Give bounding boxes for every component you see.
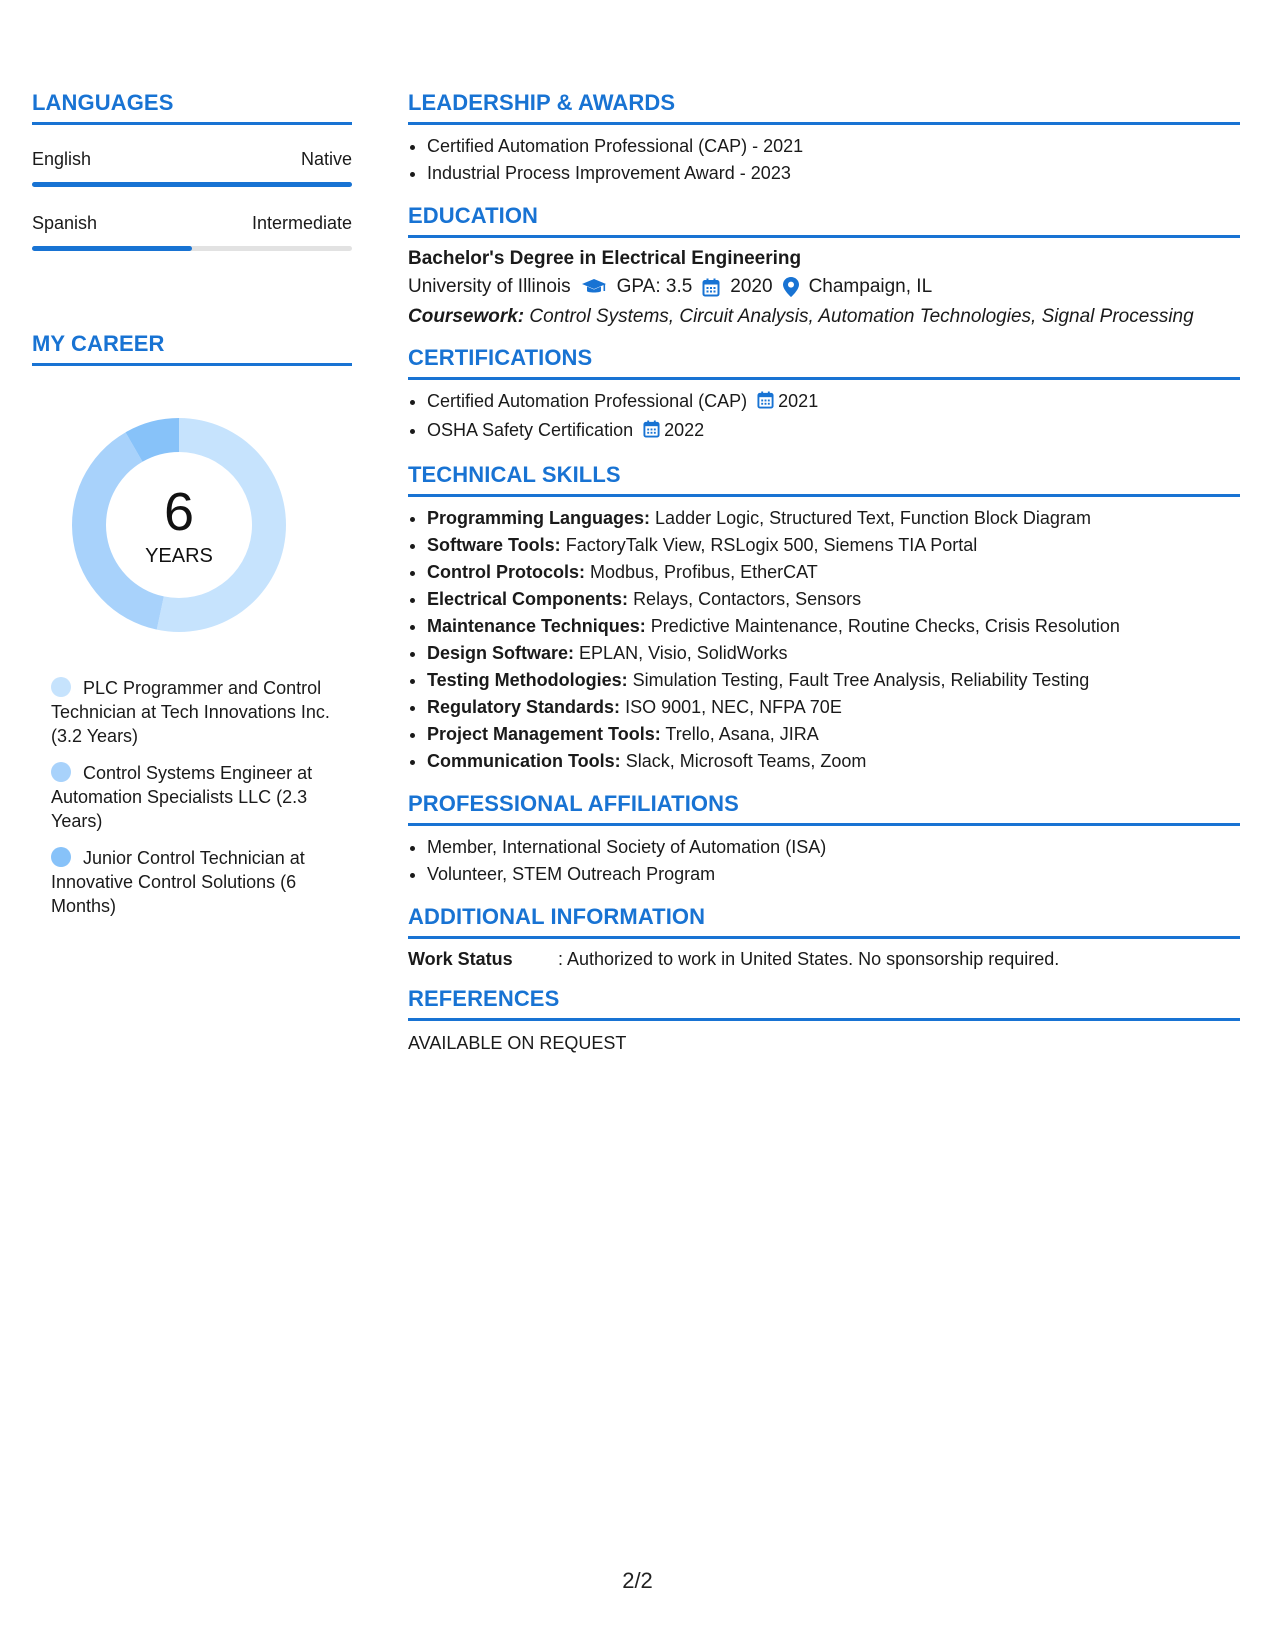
coursework-label: Coursework: [408, 306, 525, 327]
language-item [32, 149, 352, 187]
education-year: 2020 [730, 276, 773, 297]
skills-list [408, 505, 1240, 775]
skill-item [427, 613, 1240, 640]
career-section [32, 331, 352, 918]
certification-item [427, 388, 1240, 417]
graduation-cap-icon [581, 278, 607, 296]
language-name: Spanish [32, 213, 98, 233]
career-legend-item [51, 846, 341, 918]
legend-dot [51, 847, 71, 867]
skill-label: Testing Methodologies: [427, 670, 628, 690]
skill-label: Maintenance Techniques: [427, 616, 646, 636]
skill-value: Ladder Logic, Structured Text, Function Block Diagram [655, 508, 1091, 528]
skill-label: Regulatory Standards: [427, 697, 621, 717]
certification-item [427, 417, 1240, 446]
leadership-list [408, 133, 1240, 187]
certifications-section [408, 345, 1240, 446]
calendar-icon [643, 419, 660, 446]
skill-value: Predictive Maintenance, Routine Checks, Crisis Resolution [650, 616, 1120, 636]
section-title-references: REFERENCES [408, 986, 1240, 1021]
languages-section [32, 90, 352, 251]
section-title-career: MY CAREER [32, 331, 352, 366]
section-title-certifications: CERTIFICATIONS [408, 345, 1240, 380]
skill-item [427, 559, 1240, 586]
skill-label: Electrical Components: [427, 589, 629, 609]
calendar-icon [757, 390, 774, 417]
skill-value: Modbus, Profibus, EtherCAT [590, 562, 818, 582]
additional-info-section [408, 904, 1240, 970]
affiliation-item: • Member, International Society of Automation (ISA) [427, 834, 1240, 861]
skill-value: FactoryTalk View, RSLogix 500, Siemens TIA Portal [565, 535, 978, 555]
skill-item [427, 505, 1240, 532]
skill-value: ISO 9001, NEC, NFPA 70E [625, 697, 842, 717]
page-number: 2/2 [622, 1568, 653, 1593]
education-degree: Bachelor's Degree in Electrical Engineering [408, 248, 802, 269]
certifications-list [408, 388, 1240, 446]
left-column [32, 90, 352, 931]
legend-dot [51, 762, 71, 782]
career-legend-label: Control Systems Engineer at Automation Specialists LLC (2.3 Years) [51, 763, 313, 831]
skill-item [427, 694, 1240, 721]
calendar-icon [702, 278, 720, 297]
language-proficiency-fill [32, 246, 192, 251]
skill-value: EPLAN, Visio, SolidWorks [579, 643, 788, 663]
leadership-item: • Industrial Process Improvement Award - 2023 [427, 160, 1240, 187]
language-row [32, 149, 352, 170]
section-title-additional: ADDITIONAL INFORMATION [408, 904, 1240, 939]
affiliations-section [408, 791, 1240, 888]
legend-dot [51, 677, 71, 697]
section-title-affiliations: PROFESSIONAL AFFILIATIONS [408, 791, 1240, 826]
section-title-skills: TECHNICAL SKILLS [408, 462, 1240, 497]
section-title-leadership: LEADERSHIP & AWARDS [408, 90, 1240, 125]
career-legend [51, 676, 341, 918]
skill-item [427, 748, 1240, 775]
certification-name: OSHA Safety Certification [427, 420, 634, 440]
language-item [32, 213, 352, 251]
skill-label: Software Tools: [427, 535, 561, 555]
skill-item [427, 640, 1240, 667]
leadership-item: • Certified Automation Professional (CAP) - 2021 [427, 133, 1240, 160]
career-legend-item [51, 676, 341, 748]
affiliation-item: • Volunteer, STEM Outreach Program [427, 861, 1240, 888]
education-section [408, 203, 1240, 329]
career-legend-item [51, 761, 341, 833]
skill-label: Programming Languages: [427, 508, 651, 528]
education-gpa: GPA: 3.5 [616, 276, 693, 297]
skill-value: Trello, Asana, JIRA [665, 724, 819, 744]
language-level: Intermediate [251, 213, 352, 233]
skill-item [427, 667, 1240, 694]
skill-value: Relays, Contactors, Sensors [633, 589, 862, 609]
language-proficiency-fill [32, 182, 352, 187]
career-legend-label: PLC Programmer and Control Technician at Tech Innovations Inc. (3.2 Years) [51, 678, 330, 746]
skill-item [427, 532, 1240, 559]
section-title-education: EDUCATION [408, 203, 1240, 238]
skill-item [427, 586, 1240, 613]
career-donut-chart [64, 410, 294, 640]
skill-value: Slack, Microsoft Teams, Zoom [625, 751, 867, 771]
leadership-section [408, 90, 1240, 187]
language-row [32, 213, 352, 234]
education-coursework [408, 304, 1240, 329]
section-title-languages: LANGUAGES [32, 90, 352, 125]
certification-name: Certified Automation Professional (CAP) [427, 391, 748, 411]
affiliations-list [408, 834, 1240, 888]
language-proficiency-bar [32, 246, 352, 251]
skill-label: Control Protocols: [427, 562, 585, 582]
language-proficiency-bar [32, 182, 352, 187]
work-status-label: Work Status [408, 949, 513, 969]
education-school: University of Illinois [408, 276, 571, 297]
career-total-number: 6 [163, 481, 195, 542]
references-section [408, 986, 1240, 1054]
career-total-unit: YEARS [145, 544, 213, 567]
work-status-value: : Authorized to work in United States. No sponsorship required. [558, 949, 1060, 969]
right-column [408, 90, 1240, 1054]
map-pin-icon [783, 277, 799, 297]
skill-label: Project Management Tools: [427, 724, 661, 744]
skill-label: Communication Tools: [427, 751, 621, 771]
language-level: Native [300, 149, 352, 169]
skill-value: Simulation Testing, Fault Tree Analysis, Reliability Testing [632, 670, 1090, 690]
languages-list [32, 149, 352, 251]
career-legend-label: Junior Control Technician at Innovative Control Solutions (6 Months) [51, 848, 305, 916]
skills-section [408, 462, 1240, 775]
donut-center [64, 410, 294, 640]
coursework-value: Control Systems, Circuit Analysis, Automation Technologies, Signal Processing [529, 306, 1194, 327]
skill-item [427, 721, 1240, 748]
work-status-row [408, 949, 1240, 970]
language-name: English [32, 149, 92, 169]
education-location: Champaign, IL [808, 276, 933, 297]
certification-year: 2022 [664, 420, 705, 440]
education-meta [408, 276, 1240, 298]
skill-label: Design Software: [427, 643, 575, 663]
references-text: AVAILABLE ON REQUEST [408, 1033, 627, 1053]
certification-year: 2021 [778, 391, 819, 411]
